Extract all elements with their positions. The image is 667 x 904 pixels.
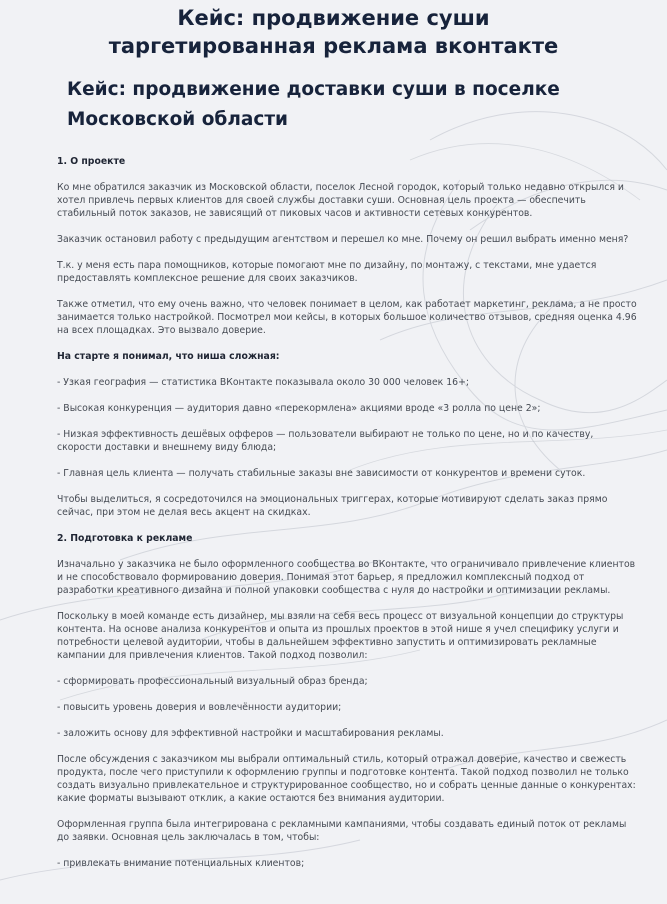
- section-heading-about-project: 1. О проекте: [57, 156, 126, 167]
- paragraph: Также отметил, что ему очень важно, что человек понимает в целом, как работает маркетинг, реклама, а не просто занимается только настройкой. Посмотрел мои кейсы, в которых большое количество отзывов, средняя оценка 4.96 на всех площадках. Это вызвало доверие.: [57, 299, 637, 336]
- list-item: - привлекать внимание потенциальных клиентов;: [57, 858, 305, 869]
- banner-title-line-2: таргетированная реклама вконтакте: [108, 34, 559, 58]
- list-item: - Узкая география — статистика ВКонтакте показывала около 30 000 человек 16+;: [57, 377, 469, 388]
- paragraph: Заказчик остановил работу с предыдущим агентством и перешел ко мне. Почему он решил выбрать именно меня?: [57, 234, 629, 245]
- list-item: - повысить уровень доверия и вовлечённости аудитории;: [57, 702, 342, 713]
- list-item: - заложить основу для эффективной настройки и масштабирования рекламы.: [57, 728, 444, 739]
- paragraph: Изначально у заказчика не было оформленного сообщества во ВКонтакте, что ограничивало привлечение клиентов и не способствовало формированию доверия. Понимая этот барьер, я предложил комплексный подход от разработки креативного дизайна и полной упаковки сообщества с нуля до настройки и оптимизации рекламы.: [57, 559, 636, 596]
- section-heading-preparation: 2. Подготовка к рекламе: [57, 533, 193, 544]
- paragraph: Оформленная группа была интегрирована с рекламными кампаниями, чтобы создавать единый поток от рекламы до заявки. Основная цель заключалась в том, чтобы:: [57, 819, 627, 843]
- banner-title-line-1: Кейс: продвижение суши: [177, 6, 490, 30]
- article-title: Кейс: продвижение доставки суши в поселке Московской области: [67, 79, 560, 130]
- banner-title: [0, 4, 667, 60]
- paragraph: Чтобы выделиться, я сосредоточился на эмоциональных триггерах, которые мотивируют сделать заказ прямо сейчас, при этом не делая весь акцент на скидках.: [57, 494, 608, 518]
- paragraph: Ко мне обратился заказчик из Московской области, поселок Лесной городок, который только недавно открылся и хотел привлечь первых клиентов для своей службы доставки суши. Основная цель проекта — обеспечить стабильный поток заказов, не зависящий от пиковых часов и активности сетевых конкурентов.: [57, 182, 624, 219]
- article-body: [57, 155, 637, 883]
- list-item: - сформировать профессиональный визуальный образ бренда;: [57, 676, 368, 687]
- list-item: - Главная цель клиента — получать стабильные заказы вне зависимости от конкурентов и времени суток.: [57, 468, 586, 479]
- list-item: - Низкая эффективность дешёвых офферов — пользователи выбирают не только по цене, но и по качеству, скорости доставки и внешнему виду блюда;: [57, 429, 594, 453]
- list-item: - Высокая конкуренция — аудитория давно «перекормлена» акциями вроде «3 ролла по цене 2»;: [57, 403, 541, 414]
- paragraph: После обсуждения с заказчиком мы выбрали оптимальный стиль, который отражал доверие, качество и свежесть продукта, после чего приступили к оформлению группы и подготовке контента. Такой подход позволил не только создать визуально привлекательное и структурированное сообщество, но и собрать ценные данные о конкурентах: какие форматы вызывают отклик, а какие остаются без внимания аудитории.: [57, 754, 636, 804]
- paragraph: Т.к. у меня есть пара помощников, которые помогают мне по дизайну, по монтажу, с текстами, мне удается предоставлять комплексное решение для своих заказчиков.: [57, 260, 597, 284]
- niche-heading: На старте я понимал, что ниша сложная:: [57, 351, 280, 362]
- paragraph: Поскольку в моей команде есть дизайнер, мы взяли на себя весь процесс от визуальной концепции до структуры контента. На основе анализа конкурентов и опыта из прошлых проектов в этой нише я учел специфику услуги и потребности целевой аудитории, чтобы в дальнейшем эффективно запустить и оптимизировать рекламные кампании для привлечения клиентов. Такой подход позволил:: [57, 611, 624, 661]
